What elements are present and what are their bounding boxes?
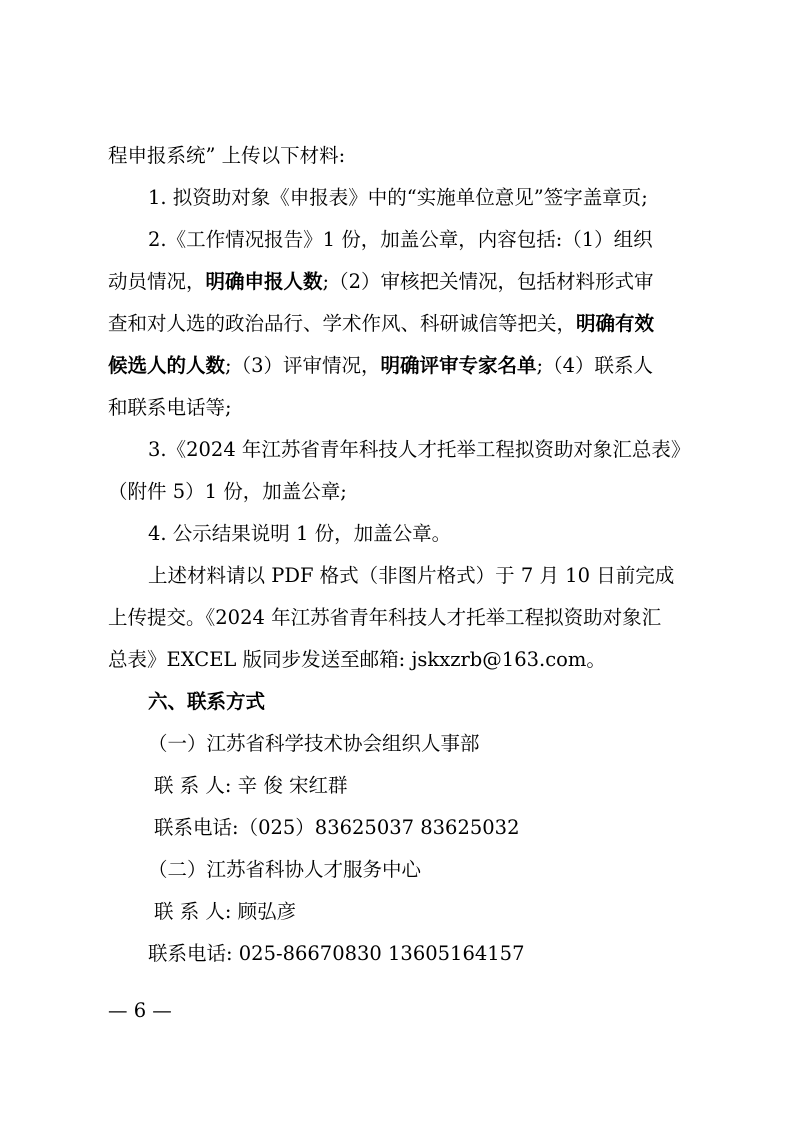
line-segment: （附件 5）1 份，加盖公章; bbox=[108, 480, 347, 503]
line-segment: 联系电话: 025-86670830 13605164157 bbox=[148, 942, 525, 965]
emphasis-text: 明确申报人数 bbox=[205, 270, 323, 293]
line-segment: （二）江苏省科协人才服务中心 bbox=[148, 858, 422, 881]
line-segment: 2.《工作情况报告》1 份，加盖公章，内容包括:（1）组织 bbox=[148, 228, 653, 251]
text-line bbox=[148, 732, 793, 756]
text-line bbox=[108, 270, 793, 294]
text-line bbox=[108, 606, 793, 630]
text-line bbox=[148, 438, 793, 462]
text-line bbox=[108, 312, 793, 336]
emphasis-text: 六、联系方式 bbox=[148, 690, 266, 713]
line-segment: 4. 公示结果说明 1 份，加盖公章。 bbox=[148, 522, 452, 545]
emphasis-text: 候选人的人数 bbox=[108, 354, 226, 377]
line-segment: 联 系 人: 辛 俊 宋红群 bbox=[154, 774, 348, 797]
line-segment: 1. 拟资助对象《申报表》中的“实施单位意见”签字盖章页; bbox=[148, 186, 648, 209]
line-segment: 联系电话:（025）83625037 83625032 bbox=[154, 816, 520, 839]
text-line bbox=[154, 774, 793, 798]
line-segment: 程申报系统” 上传以下材料: bbox=[108, 144, 346, 167]
line-segment: 3.《2024 年江苏省青年科技人才托举工程拟资助对象汇总表》 bbox=[148, 438, 691, 461]
line-segment: 查和对人选的政治品行、学术作风、科研诚信等把关， bbox=[108, 312, 577, 335]
emphasis-text: 明确评审专家名单 bbox=[380, 354, 537, 377]
text-line bbox=[148, 228, 793, 252]
text-line bbox=[148, 858, 793, 882]
line-segment: 动员情况， bbox=[108, 270, 206, 293]
line-segment: 总表》EXCEL 版同步发送至邮箱: jskxzrb@163.com。 bbox=[108, 648, 606, 671]
line-segment: 上述材料请以 PDF 格式（非图片格式）于 7 月 10 日前完成 bbox=[148, 564, 675, 587]
text-line bbox=[108, 648, 793, 672]
line-segment: ;（3）评审情况， bbox=[225, 354, 381, 377]
page-number: — 6 — bbox=[108, 999, 172, 1022]
text-line bbox=[148, 522, 793, 546]
text-line bbox=[148, 564, 793, 588]
section-heading bbox=[148, 690, 793, 714]
line-segment: （一）江苏省科学技术协会组织人事部 bbox=[148, 732, 480, 755]
line-segment: ;（2）审核把关情况，包括材料形式审 bbox=[322, 270, 654, 293]
text-line bbox=[108, 480, 793, 504]
text-line bbox=[108, 396, 793, 420]
text-line bbox=[154, 816, 793, 840]
emphasis-text: 明确有效 bbox=[576, 312, 655, 335]
line-segment: 和联系电话等; bbox=[108, 396, 232, 419]
text-line bbox=[154, 900, 793, 924]
line-segment: 上传提交。《2024 年江苏省青年科技人才托举工程拟资助对象汇 bbox=[108, 606, 662, 629]
line-segment: ;（4）联系人 bbox=[536, 354, 653, 377]
text-line bbox=[148, 942, 793, 966]
text-line bbox=[108, 354, 793, 378]
text-line bbox=[108, 144, 793, 168]
line-segment: 联 系 人: 顾弘彦 bbox=[154, 900, 297, 923]
text-line bbox=[148, 186, 793, 210]
